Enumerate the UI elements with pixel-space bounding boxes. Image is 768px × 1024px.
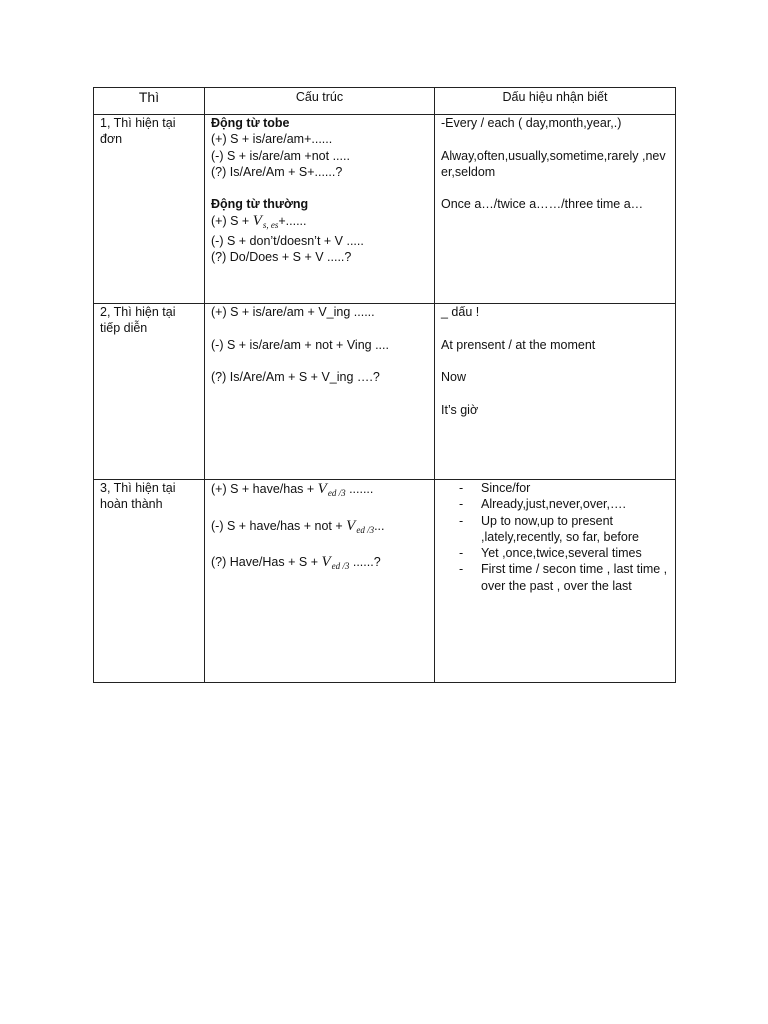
sign-text: Since/for: [481, 481, 531, 495]
structure-line: (?) Do/Does + S + V .....?: [211, 250, 352, 265]
structure-line: (?) Is/Are/Am + S + V_ing ….?: [211, 370, 380, 385]
sign-line: At prensent / at the moment: [441, 337, 596, 352]
sign-text: Yet ,once,twice,several times: [481, 546, 642, 561]
formula-suffix: ...: [374, 518, 385, 533]
header-tense: Thì: [94, 88, 205, 115]
signs-cell: [435, 115, 676, 304]
verb-symbol: $V_{ed /3}$: [321, 554, 350, 572]
sign-line: -Every / each ( day,month,year,.): [441, 116, 622, 130]
structure-line: (?) Is/Are/Am + S+......?: [211, 164, 343, 179]
header-row: [94, 88, 676, 115]
table-row: [94, 115, 676, 304]
sign-text: Up to now,up to present ,lately,recently, so far, before: [481, 513, 639, 544]
signs-list: [435, 480, 675, 594]
tense-name: 2, Thì hiện tại tiếp diễn: [100, 305, 176, 336]
bullet-dash: -: [459, 481, 464, 495]
bullet-dash: -: [459, 497, 464, 512]
list-item: [459, 545, 669, 561]
bullet-dash: -: [459, 546, 464, 561]
sign-line: Now: [441, 370, 467, 385]
verb-symbol: $V_{ed /3}$: [346, 517, 375, 535]
structure-subtitle: Động từ tobe: [211, 116, 290, 130]
signs-cell: [435, 480, 676, 683]
bullet-dash: -: [459, 562, 464, 577]
list-item: [459, 561, 669, 594]
formula-prefix: (+) S +: [211, 213, 253, 228]
formula-suffix: .......: [345, 482, 374, 496]
tense-cell: [94, 115, 205, 304]
list-item: [459, 513, 669, 546]
list-item: [459, 480, 669, 496]
table-row: [94, 304, 676, 480]
verb-symbol: $V_{s, es}$: [252, 212, 279, 230]
sign-text: First time / secon time , last time , over the past , over the last: [481, 562, 668, 593]
tense-name: 1, Thì hiện tại đơn: [100, 116, 176, 147]
structure-line: [211, 554, 428, 574]
verb-symbol: $V_{ed /3}$: [317, 481, 346, 498]
formula-suffix: +......: [278, 213, 307, 228]
structure-line: [211, 518, 428, 538]
header-signs: Dấu hiệu nhận biết: [435, 88, 676, 115]
structure-line: [211, 481, 428, 501]
header-structure: Cấu trúc: [205, 88, 435, 115]
tense-name: 3, Thì hiện tại hoàn thành: [100, 481, 176, 512]
sign-line: _ dấu !: [441, 305, 480, 319]
sign-line: Alway,often,usually,sometime,rarely ,never,seldom: [441, 148, 666, 179]
structure-line: (-) S + don’t/doesn’t + V .....: [211, 234, 364, 249]
structure-line: (+) S + is/are/am + V_ing ......: [211, 305, 375, 319]
structure-cell: [205, 480, 435, 683]
tense-cell: [94, 304, 205, 480]
formula-suffix: ......?: [349, 555, 381, 570]
formula-prefix: (?) Have/Has + S +: [211, 555, 322, 570]
structure-subtitle: Động từ thường: [211, 197, 309, 212]
sign-line: It’s giờ: [441, 402, 479, 417]
signs-cell: [435, 304, 676, 480]
tense-table: [93, 87, 676, 683]
structure-cell: [205, 304, 435, 480]
structure-line: (-) S + is/are/am +not .....: [211, 148, 350, 163]
sign-text: Already,just,never,over,….: [481, 497, 626, 512]
list-item: [459, 496, 669, 512]
structure-cell: [205, 115, 435, 304]
formula-prefix: (+) S + have/has +: [211, 482, 318, 496]
formula-prefix: (-) S + have/has + not +: [211, 518, 347, 533]
bullet-dash: -: [459, 513, 464, 528]
structure-line: (+) S + is/are/am+......: [211, 132, 333, 147]
structure-line: (-) S + is/are/am + not + Ving ....: [211, 337, 389, 352]
tense-cell: [94, 480, 205, 683]
sign-line: Once a…/twice a……/three time a…: [441, 197, 644, 212]
structure-line: [211, 213, 428, 233]
table-row: [94, 480, 676, 683]
